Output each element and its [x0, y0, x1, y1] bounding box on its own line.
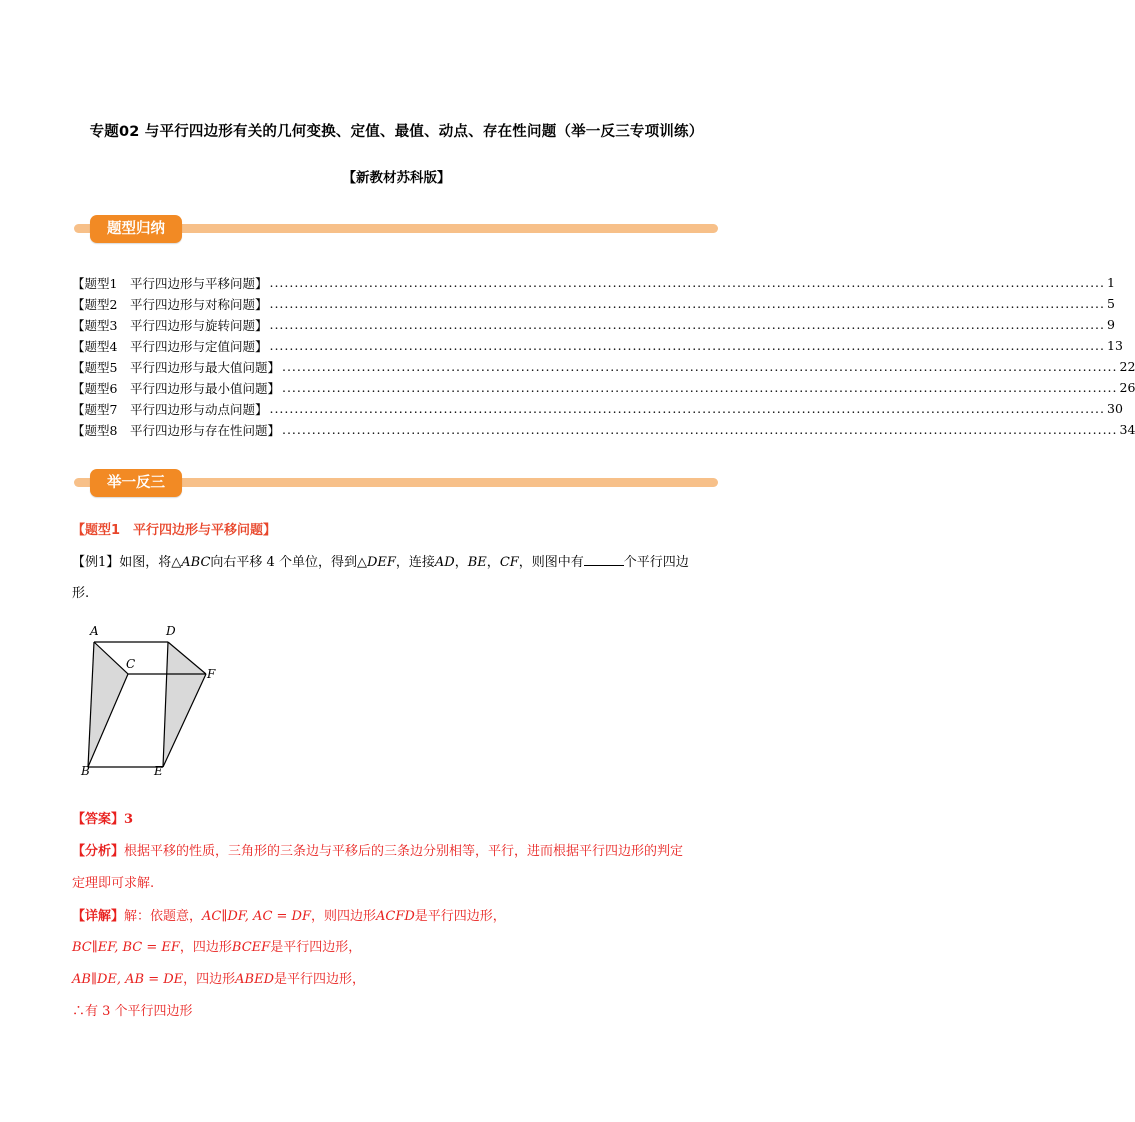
point-label-d: D [166, 624, 176, 638]
section-banner-examples: 举一反三 [90, 469, 182, 497]
math-expression: BC∥EF, BC = EF [72, 940, 180, 955]
toc-label: 【题型3 平行四边形与旋转问题】 [72, 317, 268, 333]
toc-leader: ........................................................................................................................................................................ [269, 401, 1105, 416]
math-def: DEF [366, 555, 396, 570]
text: 是平行四边形， [274, 972, 366, 987]
text: 向右平移 4 个单位，得到△ [210, 555, 367, 570]
toc-label: 【题型7 平行四边形与动点问题】 [72, 401, 268, 417]
math-expression: AB∥DE, AB = DE [72, 972, 184, 987]
toc-entry[interactable] [72, 356, 1135, 377]
toc-page: 5 [1107, 296, 1115, 311]
example-question-cont: 形. [72, 586, 90, 601]
toc-page: 1 [1107, 275, 1115, 290]
toc-label: 【题型8 平行四边形与存在性问题】 [72, 422, 280, 438]
toc-entry[interactable] [72, 335, 1123, 356]
answer-line [72, 808, 133, 827]
toc-label: 【题型5 平行四边形与最大值问题】 [72, 359, 280, 375]
point-label-e: E [154, 764, 163, 778]
toc-label: 【题型1 平行四边形与平移问题】 [72, 275, 268, 291]
text: 个平行四边 [623, 555, 689, 570]
toc-entry[interactable] [72, 314, 1115, 335]
point-label-a: A [90, 624, 99, 638]
detail-line-3 [72, 968, 365, 987]
detail-line-2 [72, 936, 361, 955]
example-prefix: 【例1】 [72, 555, 120, 570]
point-label-f: F [207, 667, 216, 681]
math-abc: ABC [181, 555, 211, 570]
toc-page: 9 [1107, 317, 1115, 332]
toc-label: 【题型4 平行四边形与定值问题】 [72, 338, 268, 354]
math-quad: ABED [235, 972, 275, 987]
analysis-line [72, 840, 722, 859]
toc-page: 26 [1119, 380, 1135, 395]
toc-leader: ........................................................................................................................................................................ [281, 359, 1118, 374]
text: ， [454, 555, 468, 570]
example-question [72, 553, 722, 573]
triangle-abc-fill [88, 642, 128, 767]
math-expression: AC∥DF, AC = DF [202, 909, 311, 924]
math-quad: BCEF [231, 940, 271, 955]
toc-entry[interactable] [72, 272, 1115, 293]
toc-entry[interactable] [72, 419, 1135, 440]
analysis-text: 根据平移的性质，三角形的三条边与平移后的三条边分别相等，平行，进而根据平行四边形的判定 [124, 844, 684, 859]
text: 是平行四边形， [414, 909, 506, 924]
toc-page: 34 [1119, 422, 1135, 437]
point-label-b: B [81, 764, 90, 778]
toc-leader: ........................................................................................................................................................................ [269, 275, 1105, 290]
detail-line-1 [72, 905, 506, 924]
math-quad: ACFD [376, 909, 415, 924]
triangle-def-fill [163, 642, 206, 767]
toc-leader: ........................................................................................................................................................................ [269, 317, 1105, 332]
toc-leader: ........................................................................................................................................................................ [269, 296, 1105, 311]
answer-prefix: 【答案】 [72, 812, 125, 827]
point-label-c: C [126, 657, 136, 671]
math-be: BE [467, 555, 487, 570]
analysis-prefix: 【分析】 [72, 844, 125, 859]
toc-entry[interactable] [72, 377, 1135, 398]
document-title: 专题02 与平行四边形有关的几何变换、定值、最值、动点、存在性问题（举一反三专项训练） [89, 124, 704, 140]
toc-leader: ........................................................................................................................................................................ [281, 422, 1118, 437]
answer-blank[interactable] [584, 553, 624, 566]
text: 如图，将△ [119, 555, 182, 570]
toc-label: 【题型6 平行四边形与最小值问题】 [72, 380, 280, 396]
edition-label: 【新教材苏科版】 [342, 170, 451, 186]
toc-leader: ........................................................................................................................................................................ [269, 338, 1105, 353]
analysis-line-cont: 定理即可求解. [72, 876, 155, 891]
toc-leader: ........................................................................................................................................................................ [281, 380, 1118, 395]
toc-page: 13 [1107, 338, 1123, 353]
text: ，则图中有 [518, 555, 584, 570]
toc-entry[interactable] [72, 293, 1115, 314]
detail-prefix: 【详解】 [72, 909, 125, 924]
toc-label: 【题型2 平行四边形与对称问题】 [72, 296, 268, 312]
text: ，连接 [395, 555, 435, 570]
text: ，则四边形 [311, 909, 377, 924]
section-heading: 【题型1 平行四边形与平移问题】 [72, 523, 277, 538]
text: 是平行四边形， [270, 940, 362, 955]
math-ad: AD [434, 555, 455, 570]
answer-value: 3 [124, 812, 134, 827]
text: ， [486, 555, 500, 570]
translation-diagram [78, 624, 228, 784]
geometry-figure [78, 624, 228, 784]
section-banner-types: 题型归纳 [90, 215, 182, 243]
text: ，四边形 [183, 972, 236, 987]
toc-page: 30 [1107, 401, 1123, 416]
toc-page: 22 [1119, 359, 1135, 374]
text: 解：依题意， [124, 909, 203, 924]
text: ，四边形 [179, 940, 232, 955]
toc-entry[interactable] [72, 398, 1123, 419]
math-cf: CF [499, 555, 519, 570]
detail-line-4: ∴有 3 个平行四边形 [72, 1004, 193, 1019]
